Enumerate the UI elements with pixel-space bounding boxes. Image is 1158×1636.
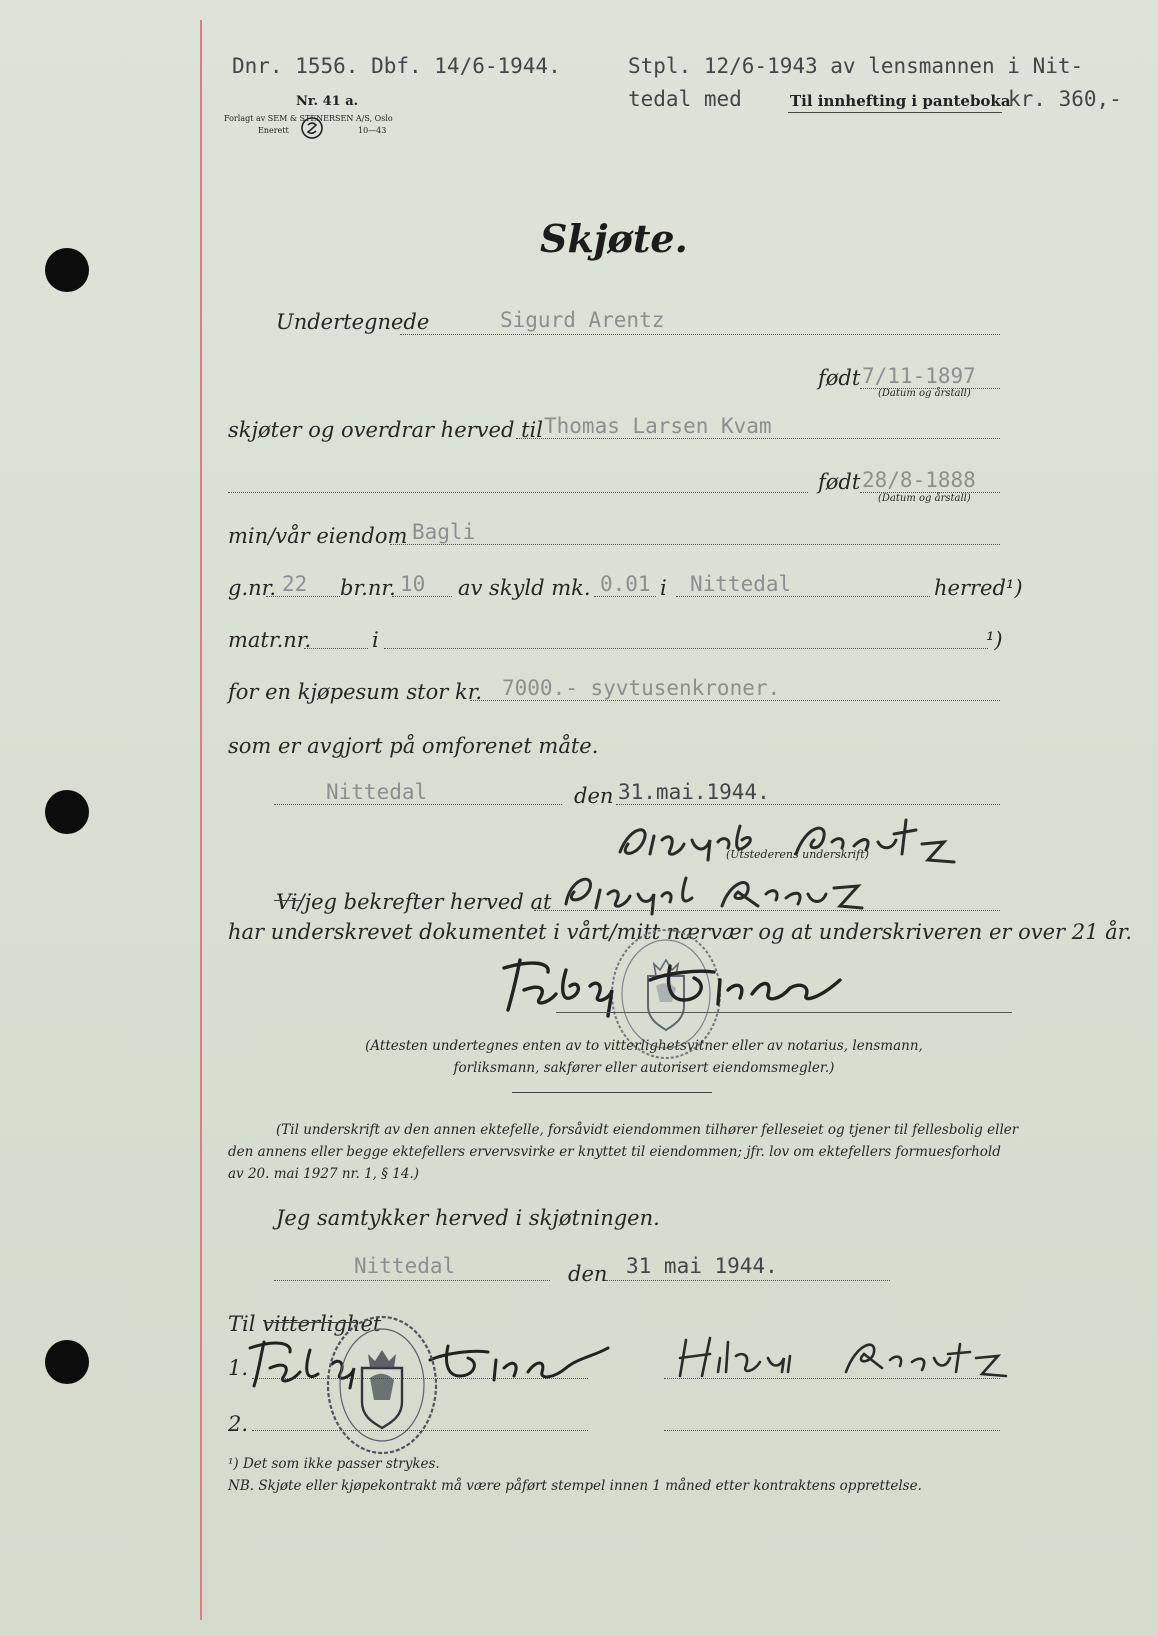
witness-label: Til vitterlighet	[228, 1312, 382, 1336]
spouse-date: 31 mai 1944.	[626, 1254, 778, 1278]
buyer-born: 28/8-1888	[862, 468, 976, 492]
seller-line	[400, 334, 1000, 335]
binding-note: Til innhefting i panteboka	[790, 92, 1011, 110]
signing-date: 31.mai.1944.	[618, 780, 770, 804]
matr-label: matr.nr.	[228, 628, 312, 652]
spouse-place-line	[274, 1280, 550, 1281]
buyer-born-label: født	[818, 470, 861, 494]
binding-note-underline	[788, 112, 1002, 113]
sem-stenersen-logo-icon	[300, 116, 324, 140]
seller-date-hint: (Datum og årstall)	[878, 388, 971, 399]
edition: 10—43	[358, 126, 387, 135]
municipality-i: i	[660, 576, 667, 600]
punch-hole-icon	[45, 1340, 89, 1384]
confirmed-signature	[546, 864, 886, 924]
confirm-strike	[274, 900, 302, 901]
footnote: ¹) Det som ikke passer strykes.	[228, 1456, 440, 1472]
attestation-note-1: (Attesten undertegnes enten av to vitterlighetsvitner eller av notarius, lensmann,	[365, 1038, 923, 1054]
spouse-consent: Jeg samtykker herved i skjøtningen.	[276, 1206, 660, 1230]
property-line	[390, 544, 1000, 545]
brnr-value: 10	[400, 572, 426, 596]
price-label: for en kjøpesum stor kr.	[228, 680, 483, 704]
spouse-den-label: den	[568, 1262, 608, 1286]
issuer-signature-hint: (Utstederens underskrift)	[726, 848, 869, 861]
lensmann-seal-icon	[322, 1310, 442, 1460]
confirm-text: har underskrevet dokumentet i vårt/mitt nærvær og at underskriveren er over 21 år.	[228, 920, 1133, 944]
gnr-label: g.nr.	[228, 576, 277, 600]
punch-hole-icon	[45, 248, 89, 292]
gnr-line	[266, 596, 340, 597]
witness-2-right-line	[664, 1430, 1000, 1431]
seller-born: 7/11-1897	[862, 364, 976, 388]
witness-item-2: 2.	[228, 1412, 249, 1436]
signing-place: Nittedal	[326, 780, 428, 804]
attestation-rule	[512, 1092, 712, 1093]
punch-hole-icon	[45, 790, 89, 834]
seller-name: Sigurd Arentz	[500, 308, 665, 332]
spouse-date-line	[606, 1280, 890, 1281]
red-margin-line	[200, 20, 202, 1620]
matr-footnote-mark: ¹)	[986, 628, 1003, 652]
brnr-line	[392, 596, 452, 597]
buyer-name: Thomas Larsen Kvam	[544, 414, 772, 438]
publisher-line: Forlagt av SEM & STENERSEN A/S, Oslo	[224, 114, 393, 123]
brnr-label: br.nr.	[340, 576, 396, 600]
form-number: Nr. 41 a.	[296, 94, 359, 109]
municipality: Nittedal	[690, 572, 792, 596]
attestation-note-2: forliksmann, sakfører eller autorisert eiendomsmegler.)	[453, 1060, 835, 1076]
signing-date-line	[616, 804, 1000, 805]
matr-i: i	[372, 628, 379, 652]
property-label: min/vår eiendom	[228, 524, 408, 548]
confirm-label: Vi/jeg bekrefter herved at	[276, 890, 552, 914]
witness-2-line	[252, 1430, 588, 1431]
price-amount: 7000.- syvtusenkroner.	[502, 676, 781, 700]
spouse-place: Nittedal	[354, 1254, 456, 1278]
registry-line: Dnr. 1556. Dbf. 14/6-1944.	[232, 54, 561, 78]
signing-den-label: den	[574, 784, 614, 808]
signing-place-line	[274, 804, 562, 805]
spouse-note-2: den annens eller begge ektefellers ervervsvirke er knyttet til eiendommen; jfr. lov om ektefellers formuesforhold	[228, 1144, 1001, 1160]
fee: kr. 360,-	[1008, 87, 1122, 111]
spouse-note-1: (Til underskrift av den annen ektefelle, forsåvidt eiendommen tilhører felleseiet og tjener til fellesbolig eller	[276, 1122, 1019, 1138]
nb-note: NB. Skjøte eller kjøpekontrakt må være påført stempel innen 1 måned etter kontraktens opprettelse.	[228, 1478, 922, 1494]
skyld-label: av skyld mk.	[458, 576, 591, 600]
witness-signature-attestation	[500, 950, 900, 1020]
stamp-line-1: Stpl. 12/6-1943 av lensmannen i Nit-	[628, 54, 1084, 78]
property-name: Bagli	[412, 520, 476, 544]
rights-label: Enerett	[258, 126, 289, 135]
municipality-line	[676, 596, 930, 597]
matr-line	[304, 648, 368, 649]
price-settled: som er avgjort på omforenet måte.	[228, 734, 599, 758]
attestation-slash-line	[556, 1012, 1012, 1013]
buyer-line	[516, 438, 1000, 439]
stamp-line-2: tedal med	[628, 87, 742, 111]
seller-born-label: født	[818, 366, 861, 390]
spouse-note-3: av 20. mai 1927 nr. 1, § 14.)	[228, 1166, 420, 1182]
herred-label: herred¹)	[934, 576, 1023, 600]
price-line	[470, 700, 1000, 701]
transfer-label: skjøter og overdrar herved til	[228, 418, 543, 442]
witness-item-1: 1.	[228, 1356, 249, 1380]
document-title: Skjøte.	[540, 216, 688, 261]
buyer-extra-line	[228, 492, 808, 493]
skyld-value: 0.01	[600, 572, 651, 596]
gnr-value: 22	[282, 572, 308, 596]
spouse-signature	[676, 1328, 1016, 1384]
seller-label: Undertegnede	[276, 310, 430, 334]
matr-i-line	[384, 648, 988, 649]
buyer-date-hint: (Datum og årstall)	[878, 493, 971, 504]
skyld-line	[594, 596, 656, 597]
